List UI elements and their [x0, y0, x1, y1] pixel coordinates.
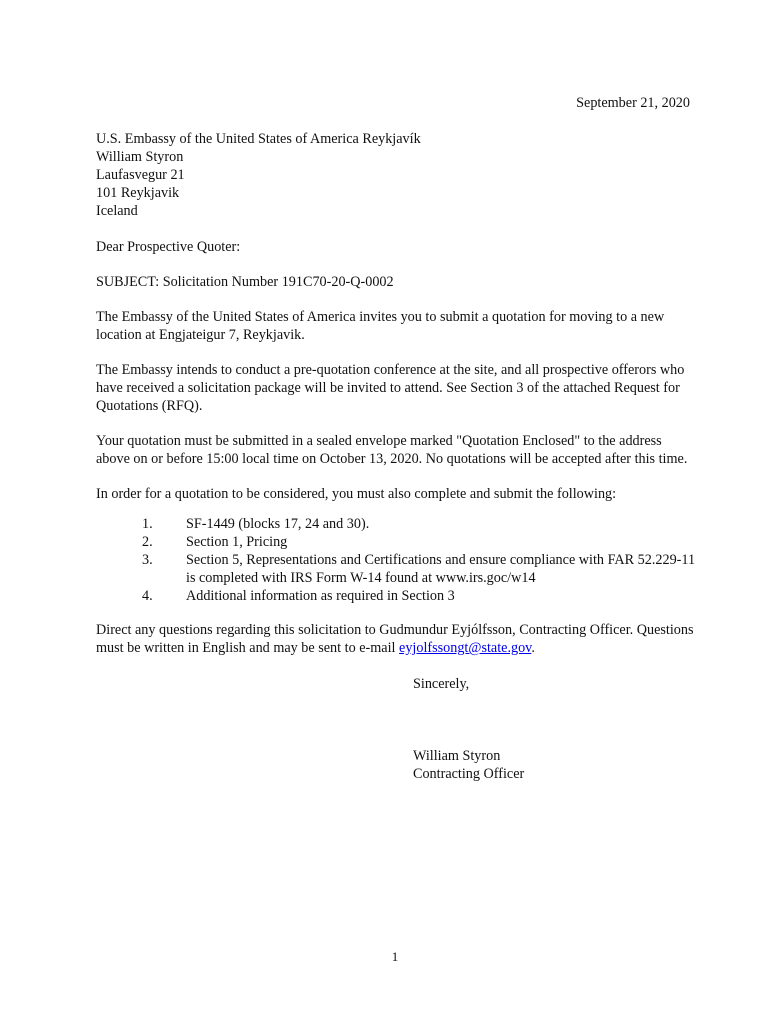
- list-text: Section 1, Pricing: [186, 534, 288, 550]
- contact-text: Direct any questions regarding this solicitation to Gudmundur Eyjólfsson, Contracting Officer. Questions must be written in English and may be sent to e-mail: [96, 622, 694, 656]
- list-text: SF-1449 (blocks 17, 24 and 30).: [186, 516, 370, 532]
- list-item: [96, 551, 696, 587]
- list-item: [96, 515, 696, 533]
- address-line: 101 Reykjavik: [96, 185, 180, 201]
- letter-body: [96, 130, 696, 783]
- address-line: U.S. Embassy of the United States of America Reykjavík: [96, 131, 421, 147]
- closing-salutation: Sincerely,: [413, 676, 470, 692]
- contact-end: .: [531, 640, 535, 656]
- paragraph-contact: [96, 621, 696, 657]
- subject-line: SUBJECT: Solicitation Number 191C70-20-Q-0002: [96, 274, 394, 290]
- list-number: 1.: [142, 516, 153, 532]
- email-link[interactable]: eyjolfssongt@state.gov: [399, 640, 532, 656]
- list-item: [96, 587, 696, 605]
- letter-date: September 21, 2020: [576, 95, 690, 111]
- requirements-list: [96, 515, 696, 605]
- list-text: Section 5, Representations and Certifications and ensure compliance with FAR 52.229-11 is completed with IRS Form W-14 found at www.irs.goc/w14: [186, 552, 696, 586]
- list-item: [96, 533, 696, 551]
- list-text: Additional information as required in Section 3: [186, 588, 455, 604]
- list-number: 2.: [142, 534, 153, 550]
- signer-title: Contracting Officer: [413, 766, 525, 782]
- paragraph-deadline: Your quotation must be submitted in a sealed envelope marked "Quotation Enclosed" to the address above on or before 15:00 local time on October 13, 2020. No quotations will be accepted after this time.: [96, 433, 688, 467]
- address-line: Iceland: [96, 203, 138, 219]
- paragraph-requirements: In order for a quotation to be considered, you must also complete and submit the following:: [96, 486, 617, 502]
- list-number: 3.: [142, 552, 153, 568]
- address-line: Laufasvegur 21: [96, 167, 185, 183]
- paragraph-invitation: The Embassy of the United States of America invites you to submit a quotation for moving to a new location at Engjateigur 7, Reykjavik.: [96, 309, 665, 343]
- signer-name: William Styron: [413, 748, 501, 764]
- page-number: 1: [391, 949, 399, 964]
- paragraph-conference: The Embassy intends to conduct a pre-quotation conference at the site, and all prospective offerors who have received a solicitation package will be invited to attend. See Section 3 of the attached Request for Quotations (RFQ).: [96, 362, 685, 414]
- salutation: Dear Prospective Quoter:: [96, 239, 241, 255]
- address-line: William Styron: [96, 149, 184, 165]
- list-number: 4.: [142, 588, 153, 604]
- recipient-address: [96, 130, 696, 220]
